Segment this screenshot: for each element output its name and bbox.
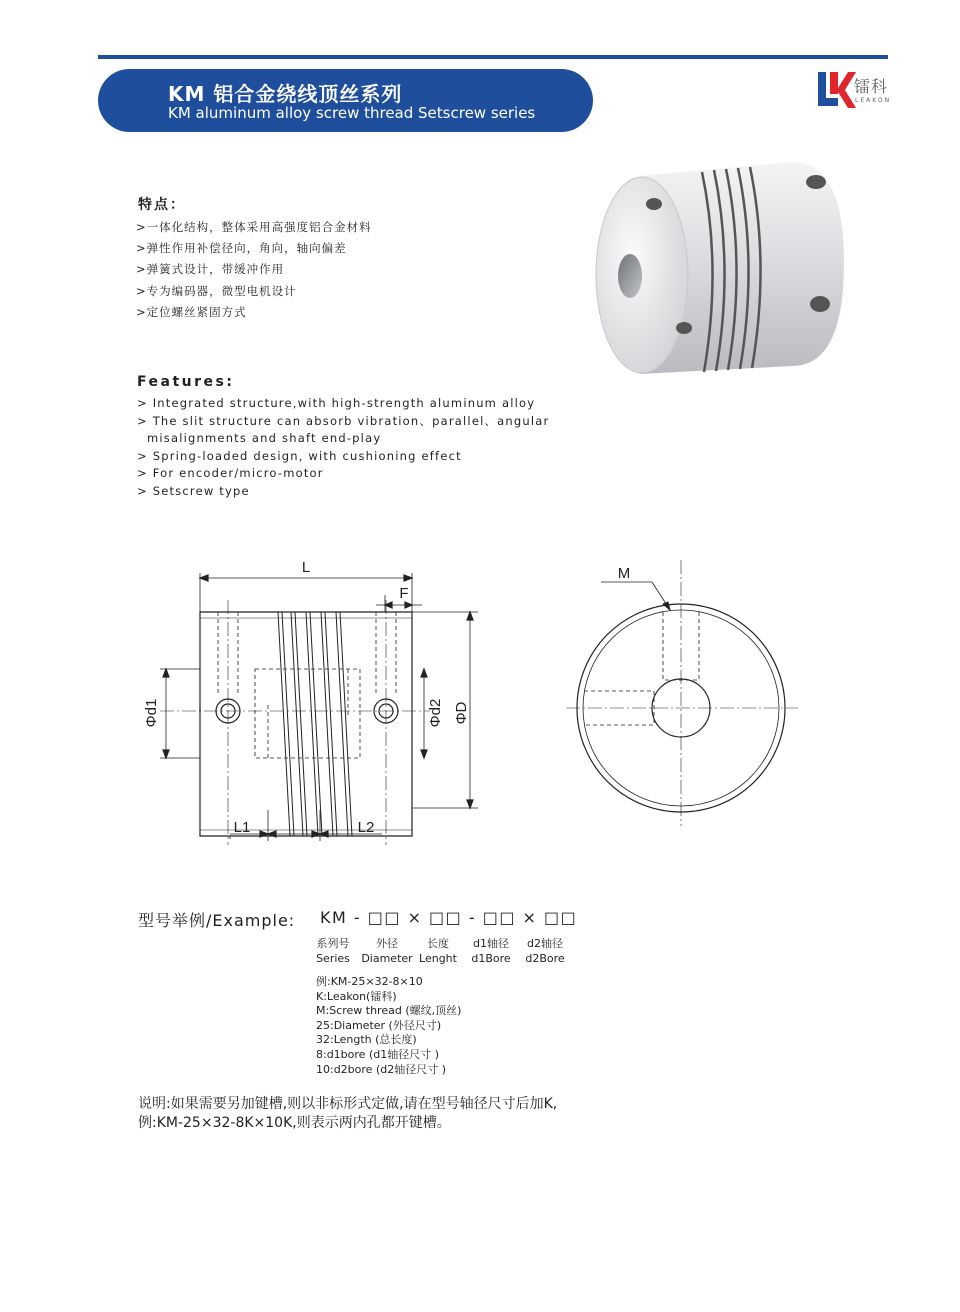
note-line: 32:Length (总长度)	[316, 1033, 417, 1047]
field-diameter	[358, 936, 416, 966]
title-cn: KM 铝合金绕线顶丝系列	[168, 82, 403, 106]
field-diameter-cn: 外径	[376, 937, 398, 950]
features-en-item: > Spring-loaded design, with cushioning effect	[137, 448, 462, 463]
dim-F-label: F	[399, 585, 409, 602]
note-line: M:Screw thread (螺纹,顶丝)	[316, 1004, 462, 1018]
field-d2bore-en: d2Bore	[525, 952, 565, 965]
front-view-drawing	[556, 560, 806, 830]
field-length-en: Lenght	[419, 952, 457, 965]
dim-M-label: M	[617, 565, 631, 582]
features-en-item: > Integrated structure,with high-strength aluminum alloy	[137, 396, 536, 410]
title-banner	[98, 69, 593, 132]
field-series-cn: 系列号	[316, 937, 350, 950]
features-en-list	[137, 395, 549, 501]
field-length-cn: 长度	[427, 937, 449, 950]
features-cn-item: >弹簧式设计，带缓冲作用	[136, 262, 285, 277]
note-line: 25:Diameter (外径尺寸)	[316, 1018, 442, 1032]
dim-d2-label: Φd2	[427, 698, 444, 728]
features-cn-item: >弹性作用补偿径向，角向，轴向偏差	[136, 241, 347, 256]
coupling-photo	[592, 152, 852, 387]
example-code: KM - □□ × □□ - □□ × □□	[320, 908, 578, 927]
example-notes	[316, 975, 461, 1077]
note-line: 例:KM-25×32-8×10	[316, 975, 423, 988]
field-d1bore	[464, 936, 518, 966]
field-d2bore	[518, 936, 572, 966]
field-series-en: Series	[316, 952, 350, 965]
field-diameter-en: Diameter	[361, 952, 413, 965]
example-label: 型号举例/Example:	[138, 911, 296, 930]
dim-d1-label: Φd1	[143, 698, 160, 728]
title-en: KM aluminum alloy screw thread Setscrew series	[168, 104, 536, 122]
field-series	[310, 936, 356, 966]
logo-text-en: LEAKON	[855, 97, 892, 104]
top-rule	[98, 55, 888, 59]
features-cn-item: >一体化结构，整体采用高强度铝合金材料	[136, 220, 372, 234]
logo-text-cn: 镭科	[854, 77, 889, 96]
dim-L2-label: L2	[357, 819, 375, 836]
features-cn-list	[136, 217, 372, 323]
side-view-drawing	[130, 555, 490, 850]
features-en-item: > For encoder/micro-motor	[137, 466, 324, 481]
logo-mark-icon	[816, 70, 856, 110]
note-line: 10:d2bore (d2轴径尺寸 )	[316, 1062, 447, 1076]
remark-line: 说明:如果需要另加键槽,则以非标形式定做,请在型号轴径尺寸后加K,	[138, 1096, 558, 1112]
leakon-logo	[816, 70, 896, 110]
note-line: K:Leakon(镭科)	[316, 989, 397, 1003]
field-d2bore-cn: d2轴径	[527, 937, 563, 950]
note-line: 8:d1bore (d1轴径尺寸 )	[316, 1047, 440, 1061]
features-cn-item: >专为编码器，微型电机设计	[136, 283, 297, 298]
remark	[138, 1095, 557, 1133]
features-cn-title: 特点：	[138, 197, 186, 213]
field-d1bore-en: d1Bore	[471, 952, 511, 965]
field-d1bore-cn: d1轴径	[473, 937, 509, 950]
features-en-item	[137, 413, 549, 448]
dim-L1-label: L1	[233, 819, 251, 836]
features-en-title: Features:	[137, 374, 235, 390]
dim-L-label: L	[301, 559, 311, 576]
remark-line: 例:KM-25×32-8K×10K,则表示两内孔都开键槽。	[138, 1115, 451, 1131]
features-en-item-line: > The slit structure can absorb vibration、parallel、angular	[137, 413, 550, 428]
features-en-item: > Setscrew type	[137, 483, 250, 498]
features-en-item-continuation: misalignments and shaft end-play	[147, 431, 382, 446]
features-cn-item: >定位螺丝紧固方式	[136, 304, 247, 319]
field-length	[416, 936, 460, 966]
dim-D-label: ΦD	[453, 701, 470, 725]
